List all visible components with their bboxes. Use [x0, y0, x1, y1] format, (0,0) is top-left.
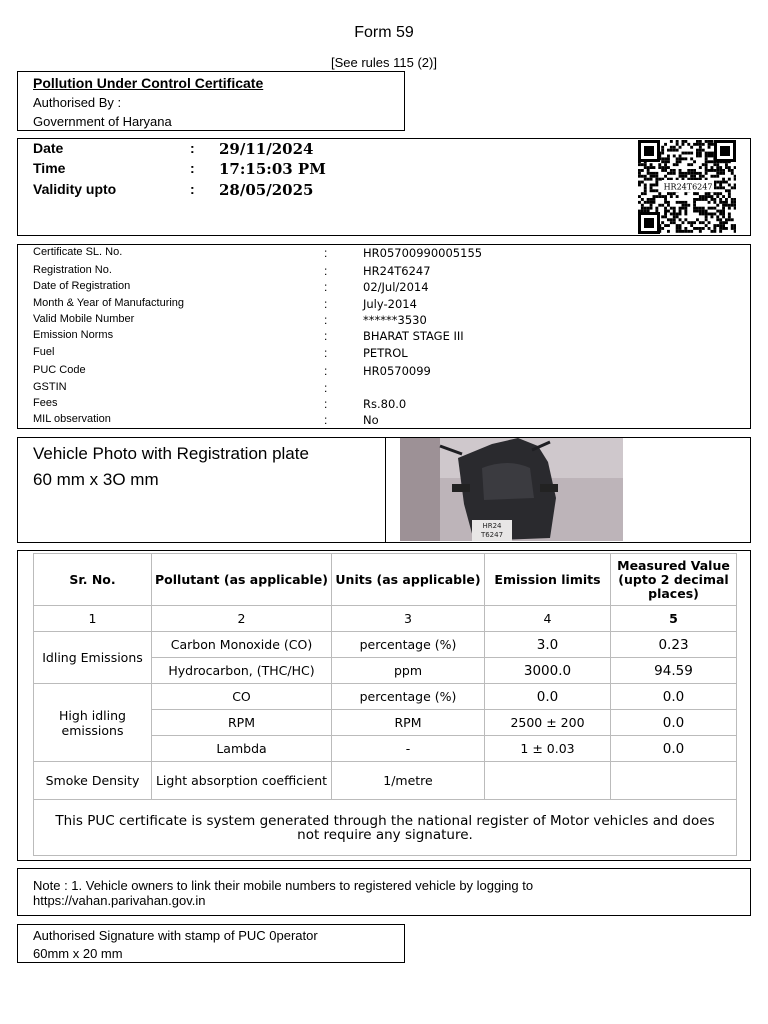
info-label: Fuel: [33, 346, 55, 358]
validity-colon: :: [190, 181, 195, 197]
time-colon: :: [190, 160, 195, 176]
info-value: HR24T6247: [363, 264, 431, 278]
table-row: [34, 762, 737, 800]
form-title: Form 59: [354, 24, 414, 41]
header-pollutant: Pollutant (as applicable): [152, 554, 332, 606]
table-body: [34, 606, 737, 856]
emission-table-section: [17, 550, 751, 861]
info-row: [18, 329, 750, 346]
unit-cell: ppm: [332, 658, 485, 684]
limit-cell: 0.0: [485, 684, 611, 710]
info-colon: :: [324, 313, 328, 327]
table-row: [34, 632, 737, 658]
note-section: [17, 868, 751, 916]
info-row: [18, 280, 750, 297]
info-colon: :: [324, 246, 328, 260]
info-colon: :: [324, 264, 328, 278]
limit-cell: 2500 ± 200: [485, 710, 611, 736]
header-sr-no: Sr. No.: [34, 554, 152, 606]
signature-section: [17, 924, 405, 963]
date-colon: :: [190, 140, 195, 156]
info-label: GSTIN: [33, 381, 67, 393]
info-row: [18, 246, 750, 263]
vehicle-photo: [400, 438, 623, 541]
plate-line1: HR24: [482, 522, 502, 530]
qr-caption: HR24T6247: [663, 182, 713, 192]
info-value: No: [363, 413, 379, 427]
group-name: High idling emissions: [34, 684, 152, 762]
info-colon: :: [324, 381, 328, 395]
signature-size: 60mm x 20 mm: [33, 946, 123, 961]
pollutant-cell: Light absorption coefficient: [152, 762, 332, 800]
validity-value: 28/05/2025: [219, 181, 314, 199]
date-value: 29/11/2024: [219, 140, 314, 158]
info-value: BHARAT STAGE III: [363, 329, 464, 343]
certificate-header: [17, 71, 405, 131]
column-number: 2: [152, 606, 332, 632]
validity-label: Validity upto: [33, 181, 117, 197]
info-value: PETROL: [363, 346, 408, 360]
pollutant-cell: Carbon Monoxide (CO): [152, 632, 332, 658]
unit-cell: percentage (%): [332, 632, 485, 658]
certificate-title: Pollution Under Control Certificate: [33, 75, 264, 91]
measured-cell: 0.23: [611, 632, 737, 658]
plate-line2: T6247: [480, 531, 504, 539]
unit-cell: -: [332, 736, 485, 762]
authorised-by-label: Authorised By :: [33, 95, 122, 110]
table-header-row: [34, 554, 737, 606]
group-name: Smoke Density: [34, 762, 152, 800]
info-value: Rs.80.0: [363, 397, 407, 411]
limit-cell: 3000.0: [485, 658, 611, 684]
unit-cell: percentage (%): [332, 684, 485, 710]
photo-frame: [385, 437, 752, 543]
info-row: [18, 413, 750, 430]
date-time-section: [17, 138, 751, 236]
info-colon: :: [324, 329, 328, 343]
rules-reference: [See rules 115 (2)]: [331, 55, 437, 70]
system-generated-note: This PUC certificate is system generated through the national register of Motor vehicles and does not require any signature.: [34, 800, 737, 856]
unit-cell: RPM: [332, 710, 485, 736]
info-row: [18, 364, 750, 381]
info-colon: :: [324, 346, 328, 360]
table-row: [34, 684, 737, 710]
time-value: 17:15:03 PM: [219, 160, 326, 178]
table-row: [34, 606, 737, 632]
info-colon: :: [324, 297, 328, 311]
info-label: Fees: [33, 397, 58, 409]
info-row: [18, 297, 750, 314]
info-row: [18, 381, 750, 398]
group-name: Idling Emissions: [34, 632, 152, 684]
column-number: 4: [485, 606, 611, 632]
header-units: Units (as applicable): [332, 554, 485, 606]
info-colon: :: [324, 413, 328, 427]
info-label: Registration No.: [33, 264, 112, 276]
pollutant-cell: CO: [152, 684, 332, 710]
measured-cell: 0.0: [611, 736, 737, 762]
info-value: 02/Jul/2014: [363, 280, 429, 294]
info-label: Certificate SL. No.: [33, 246, 123, 258]
info-label: PUC Code: [33, 364, 86, 376]
emission-table: [33, 553, 737, 856]
photo-caption-line2: 60 mm x 3O mm: [33, 470, 159, 489]
limit-cell: 1 ± 0.03: [485, 736, 611, 762]
info-label: Date of Registration: [33, 280, 131, 292]
column-number: 3: [332, 606, 485, 632]
pollutant-cell: Hydrocarbon, (THC/HC): [152, 658, 332, 684]
measured-cell: 0.0: [611, 684, 737, 710]
info-colon: :: [324, 397, 328, 411]
unit-cell: 1/metre: [332, 762, 485, 800]
date-label: Date: [33, 140, 64, 156]
header-emission-limits: Emission limits: [485, 554, 611, 606]
vehicle-photo-section: [17, 437, 751, 543]
info-colon: :: [324, 364, 328, 378]
info-label: Valid Mobile Number: [33, 313, 135, 325]
authority-name: Government of Haryana: [33, 114, 172, 129]
note-line1: Note : 1. Vehicle owners to link their mobile numbers to registered vehicle by logging to: [33, 878, 534, 893]
column-number: 1: [34, 606, 152, 632]
qr-code-icon: [638, 140, 736, 234]
info-value: July-2014: [363, 297, 417, 311]
info-row: [18, 264, 750, 281]
measured-cell: 0.0: [611, 710, 737, 736]
info-colon: :: [324, 280, 328, 294]
limit-cell: [485, 762, 611, 800]
pollutant-cell: RPM: [152, 710, 332, 736]
header-measured-value: Measured Value (upto 2 decimal places): [611, 554, 737, 606]
measured-cell: [611, 762, 737, 800]
photo-caption-line1: Vehicle Photo with Registration plate: [33, 444, 309, 463]
info-value: ******3530: [363, 313, 427, 327]
time-label: Time: [33, 160, 66, 176]
info-label: Month & Year of Manufacturing: [33, 297, 185, 309]
info-value: HR0570099: [363, 364, 431, 378]
info-row: [18, 397, 750, 414]
info-row: [18, 346, 750, 363]
measured-cell: 94.59: [611, 658, 737, 684]
photo-caption: [33, 441, 309, 493]
column-number: 5: [611, 606, 737, 632]
info-row: [18, 313, 750, 330]
table-footer-row: [34, 800, 737, 856]
info-value: HR05700990005155: [363, 246, 483, 260]
signature-line1: Authorised Signature with stamp of PUC 0perator: [33, 928, 318, 943]
pollutant-cell: Lambda: [152, 736, 332, 762]
limit-cell: 3.0: [485, 632, 611, 658]
vehicle-info-section: [17, 244, 751, 429]
info-label: Emission Norms: [33, 329, 114, 341]
info-label: MIL observation: [33, 413, 111, 425]
note-link: https://vahan.parivahan.gov.in: [33, 893, 206, 908]
